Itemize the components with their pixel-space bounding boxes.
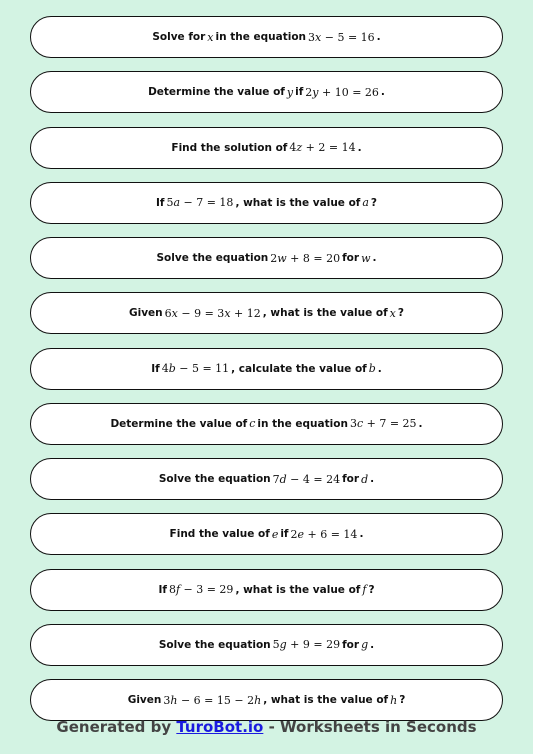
question-item [30,679,503,721]
question-text: for [342,473,360,485]
math-equation: 3c + 7 = 25 [349,417,417,431]
question-text: . [359,528,364,541]
question-text: Find the value of [169,528,270,541]
question-text: ? [368,583,375,596]
math-equation: 3h − 6 = 15 − 2h [163,693,262,707]
question-text: Solve the equation [158,473,271,485]
question-text: ? [370,196,378,209]
question-text: if [295,86,304,99]
question-text: Given [129,307,163,320]
question-item [30,16,503,58]
question-text: in the equation [215,31,307,43]
math-variable: b [368,362,376,375]
question-item [30,237,503,279]
question-text: ? [397,307,404,320]
math-equation: 4z + 2 = 14 [289,141,356,154]
math-equation: 2y + 10 = 26 [305,85,379,99]
question-text: . [377,362,382,375]
math-equation: 2w + 8 = 20 [270,251,341,265]
math-equation: 5g + 9 = 29 [272,638,341,652]
math-variable: y [286,85,294,99]
question-text: if [280,528,289,541]
question-text: . [376,31,381,43]
question-text: ? [399,694,406,706]
math-equation: 3x − 5 = 16 [308,30,375,44]
question-text: . [370,638,375,651]
question-text: Find the solution of [171,141,288,154]
question-list [30,16,503,734]
question-text: . [372,252,377,264]
math-equation: 4b − 5 = 11 [161,362,230,375]
question-text: . [380,86,385,99]
question-text: , calculate the value of [231,362,367,375]
math-variable: e [271,527,279,541]
question-text: . [370,473,375,485]
math-variable: d [361,472,369,486]
math-equation: 7d − 4 = 24 [272,472,341,486]
question-text: Solve the equation [156,252,269,264]
math-variable: h [390,693,398,707]
question-text: . [357,141,362,154]
math-variable: a [362,196,369,210]
question-text: Determine the value of [148,86,285,99]
question-item [30,624,503,666]
question-text: , what is the value of [262,307,388,320]
question-text: Solve the equation [158,638,271,651]
question-text: for [342,252,360,264]
question-text: for [342,638,360,651]
question-item [30,458,503,500]
question-item [30,292,503,334]
question-item [30,127,503,169]
footer-prefix: Generated by [56,718,177,736]
question-item [30,569,503,611]
footer [0,718,533,736]
question-text: . [418,417,423,430]
math-variable: g [361,638,369,652]
turobot-link[interactable]: TuroBot.io [176,718,264,736]
question-text: If [158,583,167,596]
math-variable: f [362,583,367,596]
question-text: If [151,362,160,375]
question-text: If [155,196,165,209]
math-equation: 2e + 6 = 14 [290,527,358,541]
math-equation: 5a − 7 = 18 [166,196,234,210]
footer-suffix: - Worksheets in Seconds [263,718,477,736]
math-variable: w [361,251,371,265]
question-text: , what is the value of [263,694,389,706]
question-text: in the equation [257,417,348,430]
question-item [30,403,503,445]
math-variable: c [249,417,256,431]
question-item [30,71,503,113]
question-text: Determine the value of [110,417,248,430]
question-item [30,348,503,390]
math-equation: 6x − 9 = 3x + 12 [164,306,261,320]
question-text: , what is the value of [235,196,361,209]
question-text: , what is the value of [235,583,361,596]
math-variable: x [207,30,214,44]
question-item [30,182,503,224]
math-equation: 8f − 3 = 29 [168,583,234,596]
question-text: Solve for [152,31,206,43]
question-item [30,513,503,555]
math-variable: x [389,306,396,320]
question-text: Given [127,694,162,706]
